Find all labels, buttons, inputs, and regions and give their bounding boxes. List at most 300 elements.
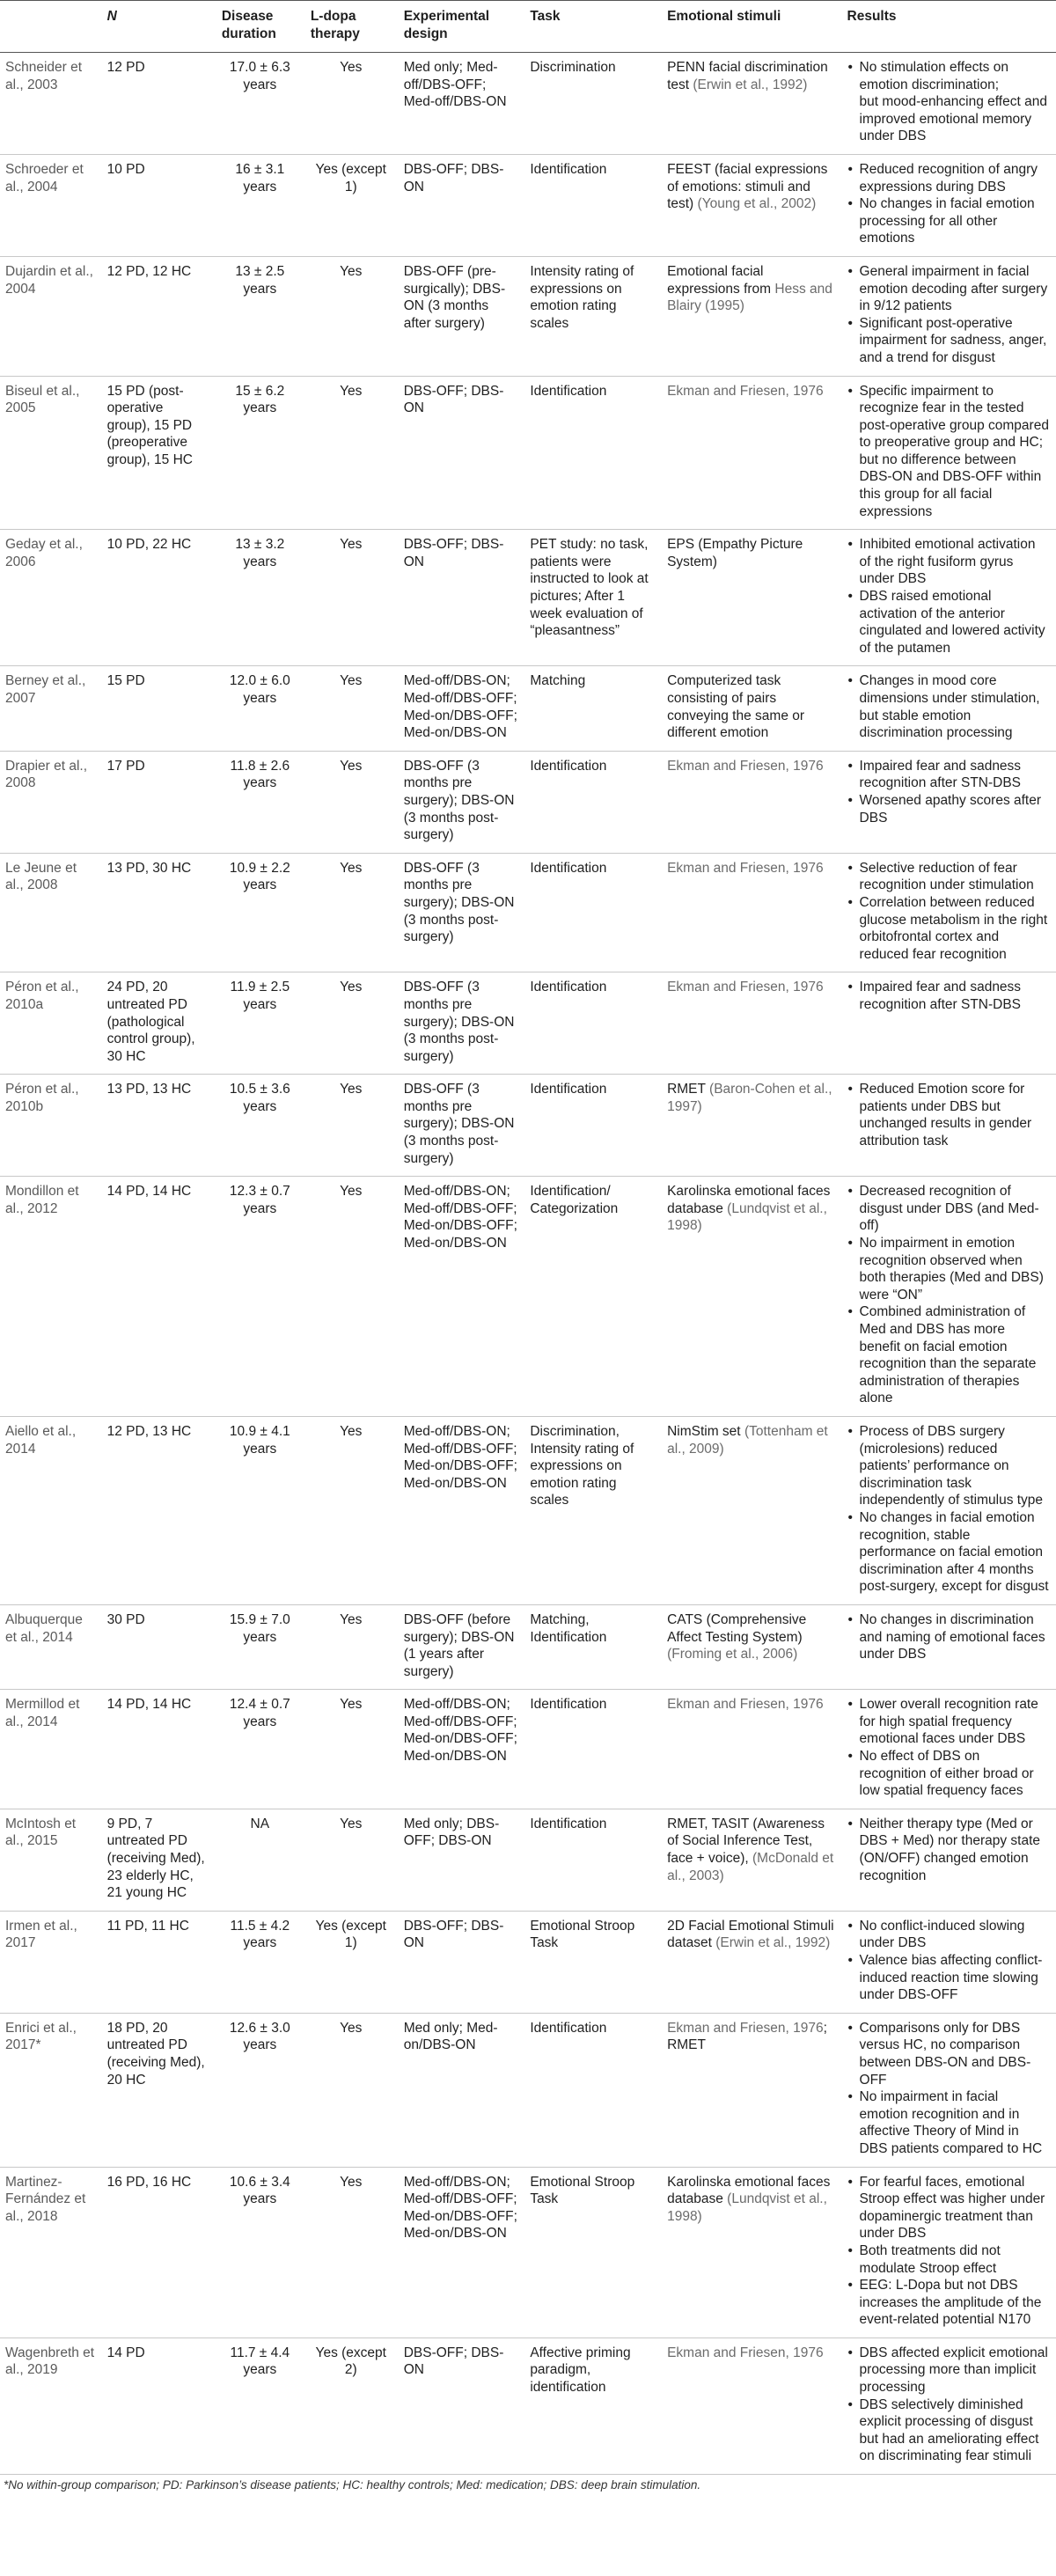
cell-design: Med only; Med-off/DBS-OFF; Med-off/DBS-ON: [399, 53, 525, 155]
stimuli-reference-link[interactable]: Ekman and Friesen, 1976: [667, 758, 824, 774]
stimuli-reference-link[interactable]: (Erwin et al., 1992): [715, 1935, 831, 1951]
cell-stimuli: [662, 376, 841, 530]
cell-stimuli: [662, 256, 841, 376]
cell-results: [842, 1416, 1056, 1604]
cell-task: Identification: [524, 1075, 662, 1177]
cell-task: Matching: [524, 666, 662, 751]
stimuli-text: Emotional facial expressions from: [667, 263, 772, 297]
cell-stimuli: [662, 1604, 841, 1689]
cell-n: 14 PD, 14 HC: [102, 1177, 216, 1417]
table-row: [0, 751, 1056, 853]
cell-ldopa: Yes: [305, 53, 399, 155]
cell-results: [842, 972, 1056, 1075]
cell-task: Identification: [524, 2013, 662, 2167]
result-text: No changes in facial emotion processing for all other emotions: [859, 196, 1035, 246]
result-item: [847, 383, 1049, 521]
cell-stimuli: [662, 1809, 841, 1911]
bullet-icon: •: [847, 1184, 853, 1200]
cell-study: Drapier et al., 2008: [0, 751, 102, 853]
results-list: [847, 1081, 1049, 1149]
cell-design: DBS-OFF (3 months pre surgery); DBS-ON (3 months post-surgery): [399, 1075, 525, 1177]
result-text: DBS raised emotional activation of the anterior cingulated and lowered activity of the putamen: [859, 589, 1045, 656]
cell-task: Discrimination: [524, 53, 662, 155]
results-list: [847, 2020, 1049, 2158]
header-experimental-design: Experimental design: [399, 1, 525, 53]
cell-ldopa: Yes: [305, 666, 399, 751]
cell-n: 9 PD, 7 untreated PD (receiving Med), 23 elderly HC, 21 young HC: [102, 1809, 216, 1911]
stimuli-text-after: ; RMET: [667, 2020, 827, 2053]
cell-results: [842, 1911, 1056, 2013]
cell-ldopa: Yes: [305, 1416, 399, 1604]
bullet-icon: •: [847, 894, 853, 910]
cell-stimuli: [662, 1416, 841, 1604]
results-list: [847, 672, 1049, 741]
cell-n: 15 PD: [102, 666, 216, 751]
result-item: [847, 1303, 1049, 1407]
bullet-icon: •: [847, 2396, 853, 2412]
cell-duration: 11.9 ± 2.5 years: [216, 972, 305, 1075]
result-item: [847, 2020, 1049, 2088]
cell-n: 30 PD: [102, 1604, 216, 1689]
cell-ldopa: Yes (except 2): [305, 2337, 399, 2474]
cell-n: 18 PD, 20 untreated PD (receiving Med), 20 HC: [102, 2013, 216, 2167]
cell-results: [842, 53, 1056, 155]
cell-study: Aiello et al., 2014: [0, 1416, 102, 1604]
cell-ldopa: Yes: [305, 256, 399, 376]
cell-duration: NA: [216, 1809, 305, 1911]
cell-results: [842, 1177, 1056, 1417]
result-item: [847, 2396, 1049, 2465]
result-item: [847, 1748, 1049, 1800]
table-row: [0, 1690, 1056, 1809]
bullet-icon: •: [847, 1697, 853, 1713]
result-item: [847, 1816, 1049, 1884]
cell-design: Med only; Med-on/DBS-ON: [399, 2013, 525, 2167]
stimuli-reference-link[interactable]: Ekman and Friesen, 1976: [667, 980, 824, 995]
cell-study: Wagenbreth et al., 2019: [0, 2337, 102, 2474]
cell-design: DBS-OFF (3 months pre surgery); DBS-ON (3 months post-surgery): [399, 751, 525, 853]
results-list: [847, 860, 1049, 964]
cell-ldopa: Yes: [305, 1075, 399, 1177]
result-text: Valence bias affecting conflict-induced reaction time slowing under DBS-OFF: [859, 1953, 1043, 2003]
bullet-icon: •: [847, 673, 853, 689]
cell-duration: 11.7 ± 4.4 years: [216, 2337, 305, 2474]
cell-results: [842, 154, 1056, 256]
stimuli-reference-link[interactable]: (Tottenham et al., 2009): [667, 1423, 828, 1457]
stimuli-text: EPS (Empathy Picture System): [667, 537, 803, 569]
result-item: [847, 1235, 1049, 1303]
result-text: No impairment in emotion recognition observed when both therapies (Med and DBS) were “ON”: [859, 1236, 1044, 1303]
stimuli-reference-link[interactable]: Ekman and Friesen, 1976: [667, 383, 824, 399]
bullet-icon: •: [847, 315, 853, 331]
bullet-icon: •: [847, 792, 853, 808]
stimuli-text: Computerized task consisting of pairs conveying the same or different emotion: [667, 673, 805, 741]
cell-results: [842, 1809, 1056, 1911]
stimuli-text: CATS (Comprehensive Affect Testing System): [667, 1611, 807, 1645]
result-text: Process of DBS surgery (microlesions) reduced patients’ performance on discrimination task independently of stimulus type: [859, 1423, 1044, 1508]
header-row: [0, 1, 1056, 53]
bullet-icon: •: [847, 2242, 853, 2258]
table-row: [0, 2337, 1056, 2474]
cell-ldopa: Yes: [305, 1177, 399, 1417]
bullet-icon: •: [847, 980, 853, 995]
bullet-icon: •: [847, 2020, 853, 2036]
result-text: Reduced Emotion score for patients under DBS but unchanged results in gender attribution task: [859, 1082, 1032, 1149]
cell-stimuli: [662, 53, 841, 155]
stimuli-reference-link[interactable]: (Baron-Cohen et al., 1997): [667, 1082, 832, 1114]
cell-results: [842, 256, 1056, 376]
bullet-icon: •: [847, 196, 853, 212]
cell-duration: 16 ± 3.1 years: [216, 154, 305, 256]
stimuli-reference-link[interactable]: Ekman and Friesen, 1976: [667, 2020, 824, 2036]
cell-design: DBS-OFF (3 months pre surgery); DBS-ON (3 months post-surgery): [399, 972, 525, 1075]
bullet-icon: •: [847, 2278, 853, 2293]
cell-n: 24 PD, 20 untreated PD (pathological control group), 30 HC: [102, 972, 216, 1075]
result-text: Worsened apathy scores after DBS: [859, 792, 1042, 826]
result-text: General impairment in facial emotion decoding after surgery in 9/12 patients: [859, 263, 1048, 314]
header-task: Task: [524, 1, 662, 53]
cell-design: DBS-OFF; DBS-ON: [399, 2337, 525, 2474]
cell-task: Identification: [524, 972, 662, 1075]
result-text: Lower overall recognition rate for high spatial frequency emotional faces under DBS: [859, 1697, 1038, 1747]
cell-study: Irmen et al., 2017: [0, 1911, 102, 2013]
results-list: [847, 2174, 1049, 2329]
cell-n: 10 PD: [102, 154, 216, 256]
bullet-icon: •: [847, 1918, 853, 1934]
results-list: [847, 2345, 1049, 2465]
results-list: [847, 1696, 1049, 1800]
cell-study: Péron et al., 2010b: [0, 1075, 102, 1177]
cell-duration: 10.9 ± 4.1 years: [216, 1416, 305, 1604]
cell-study: Mondillon et al., 2012: [0, 1177, 102, 1417]
bullet-icon: •: [847, 589, 853, 605]
cell-ldopa: Yes: [305, 376, 399, 530]
cell-stimuli: [662, 1690, 841, 1809]
bullet-icon: •: [847, 263, 853, 279]
stimuli-text: RMET, TASIT (Awareness of Social Inference Test, face + voice),: [667, 1816, 825, 1867]
cell-n: 14 PD: [102, 2337, 216, 2474]
stimuli-reference-link[interactable]: (Lundqvist et al., 1998): [667, 2191, 827, 2224]
result-text: Impaired fear and sadness recognition after STN-DBS: [859, 758, 1022, 791]
cell-design: DBS-OFF; DBS-ON: [399, 530, 525, 666]
cell-task: Identification: [524, 751, 662, 853]
cell-design: Med-off/DBS-ON; Med-off/DBS-OFF; Med-on/DBS-OFF; Med-on/DBS-ON: [399, 1177, 525, 1417]
table-row: [0, 154, 1056, 256]
cell-results: [842, 2337, 1056, 2474]
table-body: [0, 53, 1056, 2475]
result-item: [847, 161, 1049, 195]
result-item: [847, 2345, 1049, 2396]
results-list: [847, 263, 1049, 367]
stimuli-text: NimStim set: [667, 1423, 741, 1439]
result-item: [847, 1183, 1049, 1235]
table-row: [0, 2167, 1056, 2337]
cell-stimuli: [662, 1911, 841, 2013]
cell-study: Berney et al., 2007: [0, 666, 102, 751]
results-list: [847, 758, 1049, 826]
result-item: [847, 263, 1049, 315]
cell-stimuli: [662, 666, 841, 751]
results-list: [847, 536, 1049, 657]
stimuli-reference-link[interactable]: Ekman and Friesen, 1976: [667, 1697, 824, 1713]
stimuli-reference-link[interactable]: Ekman and Friesen, 1976: [667, 2345, 824, 2360]
cell-ldopa: Yes: [305, 2167, 399, 2337]
table-row: [0, 53, 1056, 155]
cell-task: PET study: no task, patients were instructed to look at pictures; After 1 week evaluation of “pleasantness”: [524, 530, 662, 666]
cell-task: Affective priming paradigm, identification: [524, 2337, 662, 2474]
bullet-icon: •: [847, 758, 853, 774]
cell-design: Med-off/DBS-ON; Med-off/DBS-OFF; Med-on/DBS-OFF; Med-on/DBS-ON: [399, 666, 525, 751]
stimuli-text: PENN facial discrimination test: [667, 60, 828, 92]
cell-stimuli: [662, 972, 841, 1075]
cell-results: [842, 1604, 1056, 1689]
result-text: Inhibited emotional activation of the right fusiform gyrus under DBS: [859, 537, 1036, 587]
table-row: [0, 2013, 1056, 2167]
result-text: For fearful faces, emotional Stroop effect was higher under dopaminergic treatment than under DBS: [859, 2174, 1045, 2242]
cell-results: [842, 1690, 1056, 1809]
stimuli-text: 2D Facial Emotional Stimuli dataset: [667, 1918, 834, 1951]
cell-results: [842, 2013, 1056, 2167]
cell-stimuli: [662, 2167, 841, 2337]
stimuli-reference-link[interactable]: (McDonald et al., 2003): [667, 1851, 834, 1883]
results-list: [847, 1423, 1049, 1596]
result-text: EEG: L-Dopa but not DBS increases the amplitude of the event-related potential N170: [859, 2278, 1042, 2328]
cell-n: 13 PD, 13 HC: [102, 1075, 216, 1177]
table-row: [0, 1416, 1056, 1604]
cell-n: 11 PD, 11 HC: [102, 1911, 216, 2013]
cell-task: Identification: [524, 853, 662, 972]
cell-duration: 12.3 ± 0.7 years: [216, 1177, 305, 1417]
cell-duration: 13 ± 2.5 years: [216, 256, 305, 376]
cell-design: Med only; DBS-OFF; DBS-ON: [399, 1809, 525, 1911]
result-item: [847, 1952, 1049, 2004]
result-item: [847, 860, 1049, 894]
cell-stimuli: [662, 530, 841, 666]
header-results: Results: [842, 1, 1056, 53]
cell-duration: 17.0 ± 6.3 years: [216, 53, 305, 155]
result-item: [847, 588, 1049, 657]
result-item: [847, 1081, 1049, 1149]
result-item: [847, 979, 1049, 1013]
cell-task: Identification: [524, 376, 662, 530]
table-row: [0, 853, 1056, 972]
result-item: [847, 672, 1049, 741]
cell-ldopa: Yes (except 1): [305, 1911, 399, 2013]
cell-study: Mermillod et al., 2014: [0, 1690, 102, 1809]
header-disease-duration: Disease duration: [216, 1, 305, 53]
results-list: [847, 979, 1049, 1013]
cell-study: Biseul et al., 2005: [0, 376, 102, 530]
cell-study: Albuquerque et al., 2014: [0, 1604, 102, 1689]
table-row: [0, 530, 1056, 666]
cell-stimuli: [662, 1177, 841, 1417]
result-text: No stimulation effects on emotion discrimination;: [859, 60, 1008, 92]
cell-task: Discrimination, Intensity rating of expressions on emotion rating scales: [524, 1416, 662, 1604]
results-list: [847, 1611, 1049, 1663]
bullet-icon: •: [847, 1236, 853, 1251]
cell-design: DBS-OFF (3 months pre surgery); DBS-ON (3 months post-surgery): [399, 853, 525, 972]
result-text: DBS selectively diminished explicit processing of disgust but had an ameliorating effect on discriminating fear stimuli: [859, 2396, 1039, 2464]
result-item: [847, 536, 1049, 588]
results-list: [847, 1918, 1049, 2004]
cell-duration: 11.8 ± 2.6 years: [216, 751, 305, 853]
result-text: No changes in facial emotion recognition, stable performance on facial emotion discrimination after 4 months post-surgery, except for disgust: [859, 1509, 1049, 1595]
cell-design: DBS-OFF; DBS-ON: [399, 376, 525, 530]
result-item: [847, 1423, 1049, 1509]
cell-duration: 10.5 ± 3.6 years: [216, 1075, 305, 1177]
result-continuation: but mood-enhancing effect and improved emotional memory under DBS: [859, 94, 1047, 144]
table-row: [0, 1911, 1056, 2013]
result-text: No impairment in facial emotion recognition and in affective Theory of Mind in DBS patients compared to HC: [859, 2089, 1043, 2156]
result-item: [847, 758, 1049, 792]
cell-results: [842, 853, 1056, 972]
results-list: [847, 1816, 1049, 1884]
cell-task: Emotional Stroop Task: [524, 1911, 662, 2013]
cell-ldopa: Yes: [305, 972, 399, 1075]
cell-study: Enrici et al., 2017*: [0, 2013, 102, 2167]
cell-results: [842, 751, 1056, 853]
result-text: DBS affected explicit emotional processing more than implicit processing: [859, 2345, 1048, 2396]
cell-task: Identification: [524, 1809, 662, 1911]
table-row: [0, 1604, 1056, 1689]
bullet-icon: •: [847, 2089, 853, 2105]
result-text: Specific impairment to recognize fear in the tested post-operative group compared to preoperative group and HC;: [859, 383, 1049, 451]
cell-n: 17 PD: [102, 751, 216, 853]
cell-ldopa: Yes: [305, 853, 399, 972]
header-ldopa: L-dopa therapy: [305, 1, 399, 53]
cell-stimuli: [662, 751, 841, 853]
result-text: Neither therapy type (Med or DBS + Med) nor therapy state (ON/OFF) changed emotion recognition: [859, 1816, 1041, 1883]
results-list: [847, 161, 1049, 247]
results-list: [847, 1183, 1049, 1407]
cell-design: DBS-OFF (before surgery); DBS-ON (1 years after surgery): [399, 1604, 525, 1689]
bullet-icon: •: [847, 383, 853, 399]
result-item: [847, 894, 1049, 963]
result-text: Significant post-operative impairment for sadness, anger, and a trend for disgust: [859, 315, 1047, 365]
result-text: Correlation between reduced glucose metabolism in the right orbitofrontal cortex and reduced fear recognition: [859, 894, 1048, 962]
result-text: No changes in discrimination and naming of emotional faces under DBS: [859, 1611, 1045, 1662]
cell-design: DBS-OFF; DBS-ON: [399, 1911, 525, 2013]
stimuli-reference-link[interactable]: (Erwin et al., 1992): [693, 77, 808, 92]
cell-stimuli: [662, 154, 841, 256]
cell-n: 16 PD, 16 HC: [102, 2167, 216, 2337]
cell-stimuli: [662, 2013, 841, 2167]
bullet-icon: •: [847, 1509, 853, 1525]
stimuli-reference-link[interactable]: (Young et al., 2002): [697, 196, 817, 212]
result-item: [847, 2277, 1049, 2329]
cell-study: Schroeder et al., 2004: [0, 154, 102, 256]
bullet-icon: •: [847, 1816, 853, 1831]
bullet-icon: •: [847, 60, 853, 75]
bullet-icon: •: [847, 860, 853, 876]
result-item: [847, 792, 1049, 826]
cell-duration: 10.9 ± 2.2 years: [216, 853, 305, 972]
stimuli-text: Karolinska emotional faces database: [667, 1184, 831, 1216]
table-row: [0, 376, 1056, 530]
stimuli-reference-link[interactable]: Hess and Blairy (1995): [667, 281, 832, 314]
result-text: No conflict-induced slowing under DBS: [859, 1918, 1025, 1951]
cell-task: Intensity rating of expressions on emotion rating scales: [524, 256, 662, 376]
cell-task: Matching, Identification: [524, 1604, 662, 1689]
cell-ldopa: Yes: [305, 1604, 399, 1689]
result-item: [847, 1509, 1049, 1596]
result-text: Selective reduction of fear recognition under stimulation: [859, 860, 1034, 893]
cell-study: McIntosh et al., 2015: [0, 1809, 102, 1911]
cell-ldopa: Yes: [305, 1690, 399, 1809]
bullet-icon: •: [847, 1611, 853, 1627]
cell-results: [842, 376, 1056, 530]
cell-ldopa: Yes: [305, 751, 399, 853]
table-row: [0, 1809, 1056, 1911]
cell-duration: 11.5 ± 4.2 years: [216, 1911, 305, 2013]
stimuli-reference-link[interactable]: (Lundqvist et al., 1998): [667, 1200, 827, 1234]
results-list: [847, 59, 1049, 145]
results-list: [847, 383, 1049, 521]
table-row: [0, 1177, 1056, 1417]
stimuli-reference-link[interactable]: (Froming et al., 2006): [667, 1647, 798, 1662]
cell-results: [842, 2167, 1056, 2337]
bullet-icon: •: [847, 1953, 853, 1968]
stimuli-text: FEEST (facial expressions of emotions: stimuli and test): [667, 161, 828, 212]
result-text: Changes in mood core dimensions under stimulation, but stable emotion discrimination processing: [859, 673, 1040, 741]
cell-ldopa: Yes (except 1): [305, 154, 399, 256]
cell-duration: 15.9 ± 7.0 years: [216, 1604, 305, 1689]
bullet-icon: •: [847, 2345, 853, 2360]
stimuli-text: Karolinska emotional faces database: [667, 2174, 831, 2207]
cell-task: Identification: [524, 1690, 662, 1809]
bullet-icon: •: [847, 161, 853, 177]
result-item: [847, 315, 1049, 367]
cell-design: Med-off/DBS-ON; Med-off/DBS-OFF; Med-on/DBS-OFF; Med-on/DBS-ON: [399, 1416, 525, 1604]
result-item: [847, 1696, 1049, 1748]
cell-results: [842, 1075, 1056, 1177]
result-text: Reduced recognition of angry expressions during DBS: [859, 161, 1038, 194]
result-text: No effect of DBS on recognition of either broad or low spatial frequency faces: [859, 1749, 1034, 1799]
table-row: [0, 972, 1056, 1075]
bullet-icon: •: [847, 1423, 853, 1439]
header-study: [0, 1, 102, 53]
cell-duration: 12.4 ± 0.7 years: [216, 1690, 305, 1809]
bullet-icon: •: [847, 1082, 853, 1097]
cell-n: 13 PD, 30 HC: [102, 853, 216, 972]
cell-duration: 13 ± 3.2 years: [216, 530, 305, 666]
cell-ldopa: Yes: [305, 1809, 399, 1911]
cell-n: 14 PD, 14 HC: [102, 1690, 216, 1809]
stimuli-reference-link[interactable]: Ekman and Friesen, 1976: [667, 860, 824, 876]
result-text: Impaired fear and sadness recognition after STN-DBS: [859, 980, 1022, 1012]
cell-stimuli: [662, 853, 841, 972]
cell-n: 12 PD: [102, 53, 216, 155]
cell-task: Identification/ Categorization: [524, 1177, 662, 1417]
cell-task: Identification: [524, 154, 662, 256]
header-emotional-stimuli: Emotional stimuli: [662, 1, 841, 53]
table-row: [0, 256, 1056, 376]
result-item: [847, 2088, 1049, 2157]
cell-n: 12 PD, 12 HC: [102, 256, 216, 376]
cell-duration: 15 ± 6.2 years: [216, 376, 305, 530]
result-text: Combined administration of Med and DBS has more benefit on facial emotion recognition than the separate administration of therapies alone: [859, 1304, 1037, 1406]
cell-task: Emotional Stroop Task: [524, 2167, 662, 2337]
result-item: [847, 2242, 1049, 2277]
cell-design: DBS-OFF; DBS-ON: [399, 154, 525, 256]
table-footnote: *No within-group comparison; PD: Parkinson’s disease patients; HC: healthy controls; Med: medication; DBS: deep brain stimulation.: [4, 2478, 701, 2492]
cell-results: [842, 530, 1056, 666]
table-row: [0, 666, 1056, 751]
cell-study: Le Jeune et al., 2008: [0, 853, 102, 972]
bullet-icon: •: [847, 537, 853, 553]
bullet-icon: •: [847, 1749, 853, 1765]
bullet-icon: •: [847, 1304, 853, 1320]
